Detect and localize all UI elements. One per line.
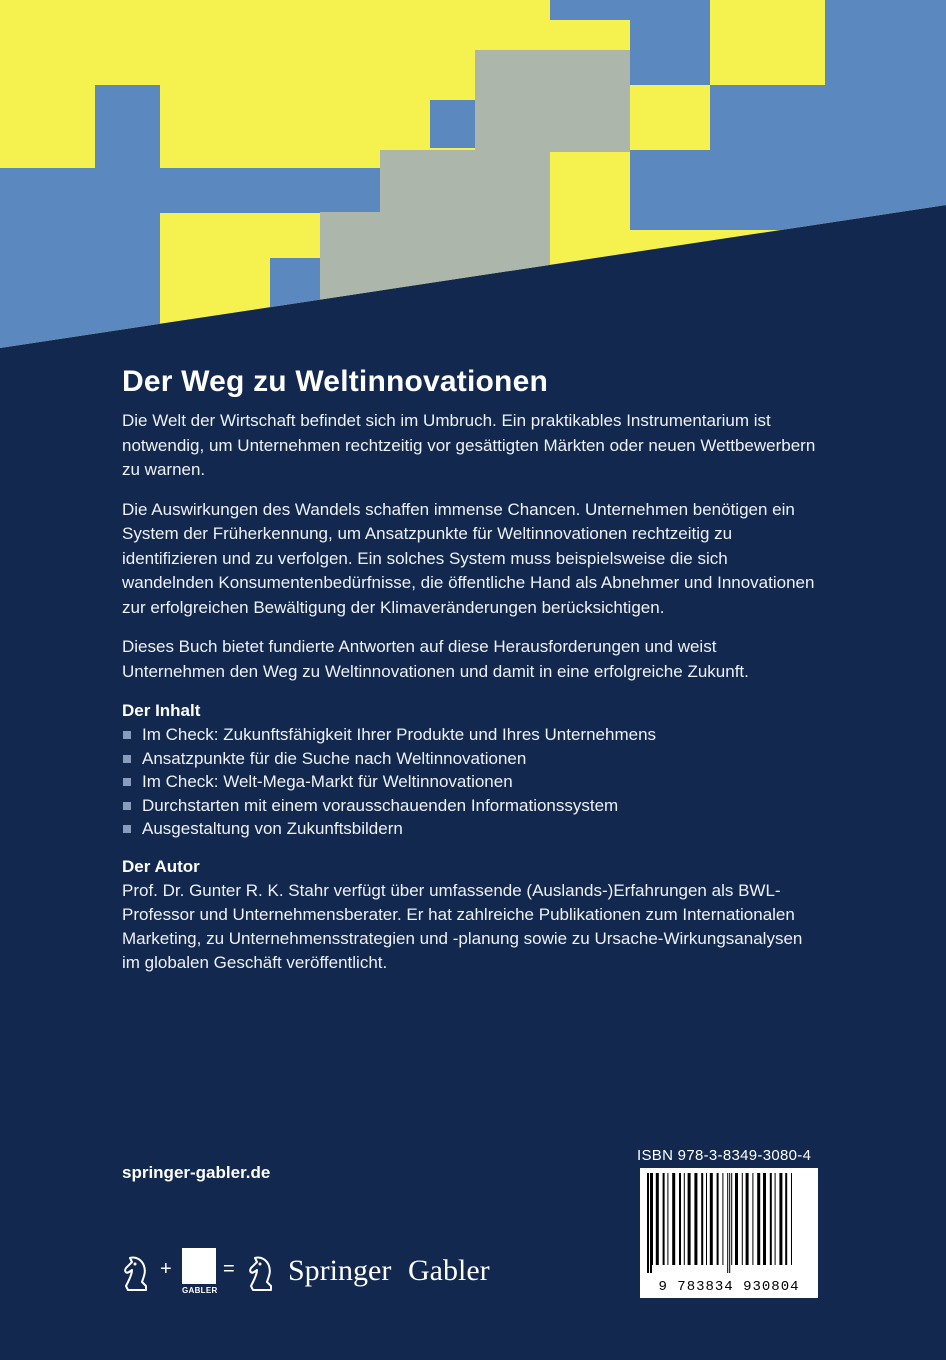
barcode-bar bbox=[763, 1173, 766, 1265]
barcode-bar bbox=[710, 1173, 713, 1265]
barcode-bar bbox=[757, 1173, 760, 1265]
contents-list bbox=[122, 723, 822, 841]
contents-heading: Der Inhalt bbox=[122, 701, 201, 720]
springer-horse-icon bbox=[245, 1252, 277, 1292]
author-bio: Prof. Dr. Gunter R. K. Stahr verfügt über umfassende (Auslands-)Erfahrungen als BWL-Professor und Unternehmensberater. Er hat zahlreiche Publikationen zum Internationalen Marketing, zu Unternehmensstrategien und -planung sowie zu Ursache-Wirkungsanalysen im globalen Geschäft veröffentlicht. bbox=[122, 880, 803, 972]
barcode-digits: 9 783834 930804 bbox=[658, 1279, 800, 1295]
list-item: Durchstarten mit einem vorausschauenden Informationssystem bbox=[122, 794, 822, 818]
barcode-bar bbox=[791, 1173, 792, 1265]
brand-gabler: Gabler bbox=[408, 1254, 490, 1287]
list-item: Im Check: Welt-Mega-Markt für Weltinnovationen bbox=[122, 770, 822, 794]
barcode-bar bbox=[735, 1173, 738, 1265]
barcode-bar bbox=[672, 1173, 675, 1265]
author-heading: Der Autor bbox=[122, 856, 200, 876]
back-cover-text bbox=[122, 365, 822, 975]
barcode-bar bbox=[752, 1173, 753, 1265]
barcode-bar bbox=[775, 1173, 776, 1265]
list-item: Ansatzpunkte für die Suche nach Weltinnovationen bbox=[122, 747, 822, 771]
publisher-website[interactable]: springer-gabler.de bbox=[122, 1163, 271, 1182]
barcode-bar bbox=[731, 1173, 732, 1265]
brand-springer: Springer bbox=[288, 1254, 392, 1287]
gabler-square-icon bbox=[182, 1248, 216, 1284]
plus-sign: + bbox=[160, 1258, 172, 1280]
barcode-bar bbox=[701, 1173, 703, 1265]
barcode-bar bbox=[667, 1173, 668, 1265]
barcode-bar bbox=[742, 1173, 743, 1265]
springer-horse-icon bbox=[120, 1252, 152, 1292]
barcode-bar bbox=[656, 1173, 659, 1265]
barcode-bar bbox=[694, 1173, 697, 1265]
list-item: Ausgestaltung von Zukunftsbildern bbox=[122, 817, 822, 841]
book-paragraph: Dieses Buch bietet fundierte Antworten auf diese Herausforderungen und weist Unternehmen den Weg zu Weltinnovationen und damit in eine erfolgreiche Zukunft. bbox=[122, 637, 749, 681]
page-title: Der Weg zu Weltinnovationen bbox=[122, 365, 548, 398]
barcode-bar bbox=[770, 1173, 772, 1265]
barcode-bar bbox=[779, 1173, 782, 1265]
barcode-bar bbox=[785, 1173, 787, 1265]
gabler-label: GABLER bbox=[182, 1286, 218, 1295]
barcode-bar bbox=[727, 1173, 728, 1273]
cover-graphic bbox=[0, 0, 946, 350]
barcode-bar bbox=[746, 1173, 749, 1265]
equals-sign: = bbox=[223, 1258, 235, 1280]
barcode-bar bbox=[722, 1173, 723, 1265]
barcode-bar bbox=[717, 1173, 719, 1265]
publisher-logo bbox=[120, 1248, 540, 1298]
isbn-label: ISBN 978-3-8349-3080-4 bbox=[637, 1147, 812, 1164]
chances-paragraph: Die Auswirkungen des Wandels schaffen immense Chancen. Unternehmen benötigen ein System der Früherkennung, um Ansatzpunkte für Weltinnovationen rechtzeitig zu identifizieren und zu verfolgen. Ein solches System muss beispielsweise die sich wandelnden Konsumentenbedürfnisse, die öffentliche Hand als Abnehmer und Innovationen zur erfolgreichen Bewältigung der Klimaveränderungen berücksichtigen. bbox=[122, 499, 815, 617]
barcode-bar bbox=[647, 1173, 649, 1273]
barcode-bar bbox=[650, 1173, 652, 1273]
barcode-bar bbox=[663, 1173, 665, 1265]
barcode-bar bbox=[729, 1173, 730, 1273]
barcode-bars-icon bbox=[641, 1169, 817, 1277]
barcode-bar bbox=[652, 1173, 653, 1265]
barcode-bar bbox=[679, 1173, 681, 1265]
barcode-bar bbox=[688, 1173, 691, 1265]
barcode bbox=[640, 1168, 818, 1298]
barcode-bar bbox=[706, 1173, 707, 1265]
list-item: Im Check: Zukunftsfähigkeit Ihrer Produkte und Ihres Unternehmens bbox=[122, 723, 822, 747]
intro-paragraph: Die Welt der Wirtschaft befindet sich im Umbruch. Ein praktikables Instrumentarium ist notwendig, um Unternehmen rechtzeitig vor gesättigten Märkten oder neuen Wettbewerbern zu warnen. bbox=[122, 411, 816, 479]
barcode-bar bbox=[684, 1173, 685, 1265]
